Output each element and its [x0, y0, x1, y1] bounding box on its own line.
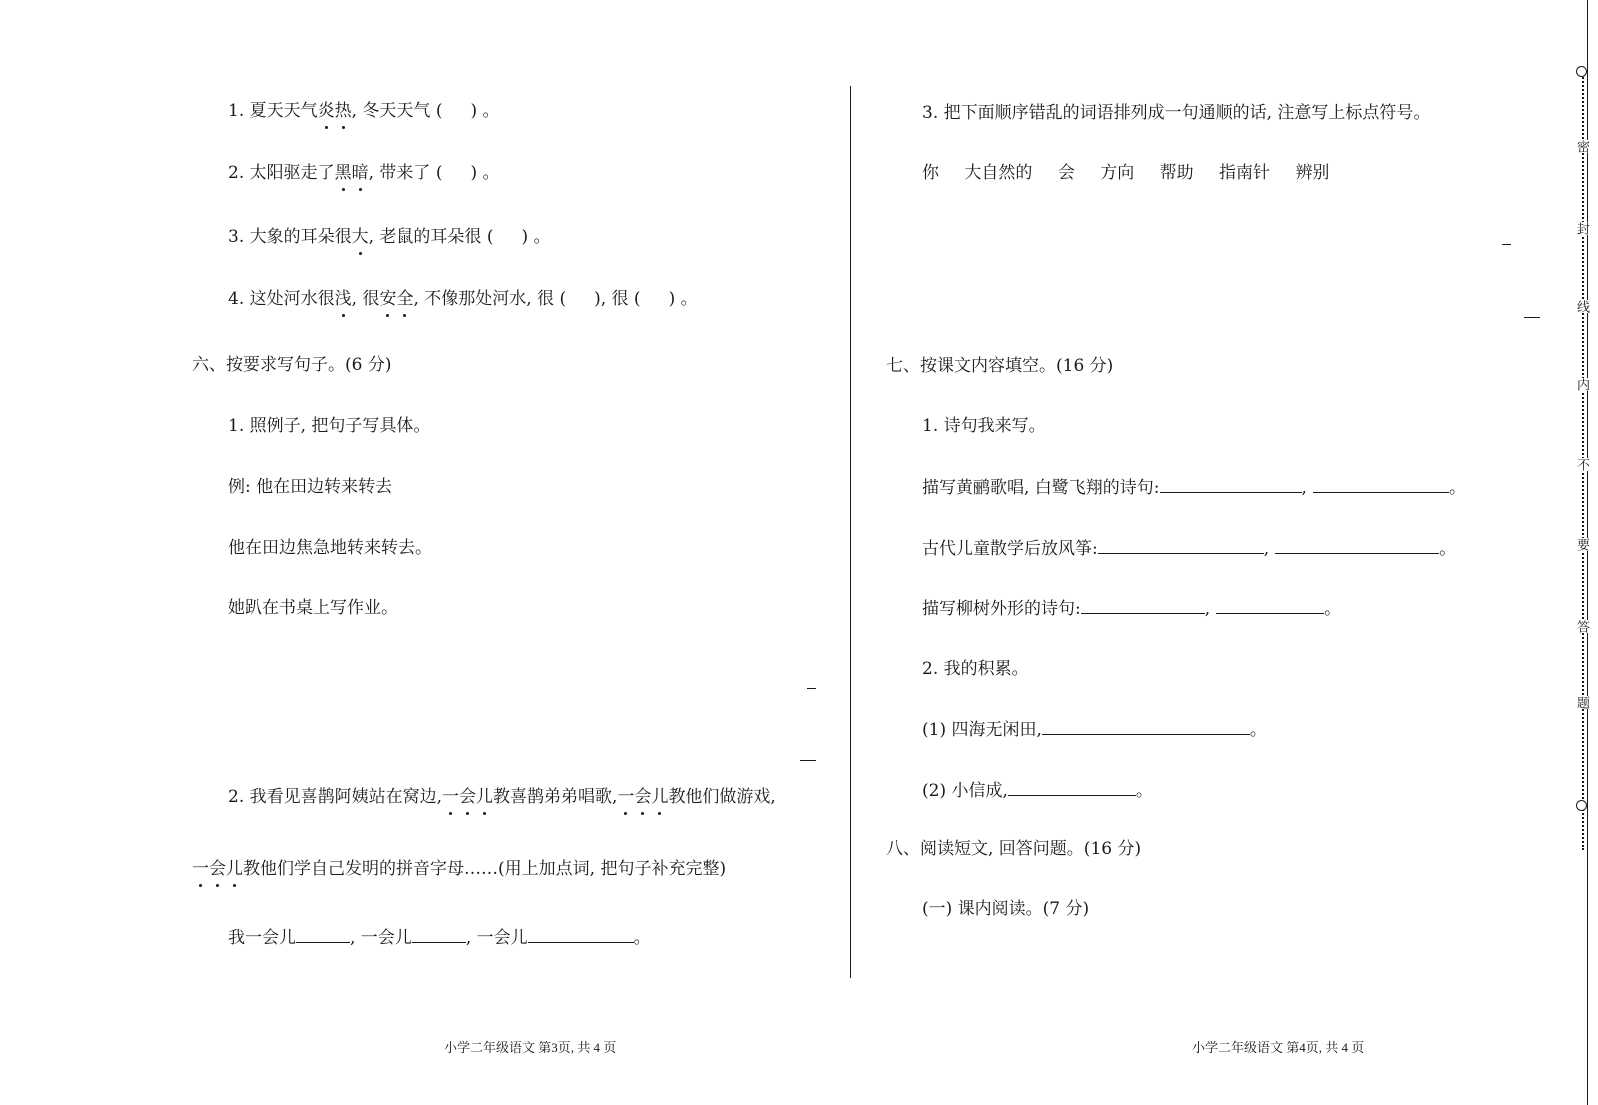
dotted-char: 炎 — [317, 101, 335, 121]
q6-example-answer: 他在田边焦急地转来转去。 — [228, 538, 432, 558]
q7-p1: (1) 四海无闲田, 。 — [922, 720, 1267, 740]
q6-sub2-line2: 一会儿教他们学自己发明的拼音字母……(用上加点词, 把句子补充完整) — [192, 859, 727, 879]
dotted-char: 全 — [396, 289, 414, 309]
fill-blank[interactable] — [1216, 597, 1324, 614]
fill-blank[interactable] — [1275, 537, 1439, 554]
binding-char: 题 — [1574, 696, 1589, 709]
binding-circle — [1576, 66, 1587, 77]
q7-p2: (2) 小信成, 。 — [922, 781, 1153, 801]
fill-blank[interactable] — [1008, 779, 1136, 796]
binding-char: 线 — [1574, 300, 1589, 313]
q5-sentence-1: 1. 夏天天气炎热, 冬天天气 ( ) 。 — [228, 101, 500, 121]
dotted-char: 儿 — [226, 859, 243, 879]
dotted-char: 儿 — [476, 787, 494, 807]
q5-sentence-4: 4. 这处河水很浅, 很安全, 不像那处河水, 很 ( ), 很 ( ) 。 — [228, 289, 698, 309]
word: 帮助 — [1159, 163, 1194, 183]
answer-line-mark — [800, 760, 816, 761]
dotted-char: 大 — [351, 227, 369, 247]
q6-task: 她趴在书桌上写作业。 — [228, 598, 398, 618]
binding-char: 答 — [1574, 620, 1589, 633]
dotted-char: 一 — [617, 787, 635, 807]
q6-example: 例: 他在田边转来转去 — [228, 477, 393, 497]
q7-line-1: 描写黄鹂歌唱, 白鹭飞翔的诗句: , 。 — [922, 478, 1466, 498]
binding-char: 不 — [1574, 458, 1589, 471]
fill-blank[interactable] — [412, 926, 466, 943]
q5-sentence-2: 2. 太阳驱走了黑暗, 带来了 ( ) 。 — [228, 163, 500, 183]
dotted-char: 会 — [634, 787, 652, 807]
binding-char: 封 — [1574, 222, 1589, 235]
word-list — [922, 162, 1349, 184]
dotted-char: 一 — [192, 859, 209, 879]
fill-blank[interactable] — [1098, 537, 1264, 554]
section-8-title: 八、阅读短文, 回答问题。(16 分) — [886, 839, 1142, 859]
fill-blank[interactable] — [1081, 597, 1205, 614]
q7-line-3: 描写柳树外形的诗句: , 。 — [922, 599, 1342, 619]
word: 方向 — [1100, 163, 1135, 183]
q7-line-2: 古代儿童散学后放风筝: , 。 — [922, 539, 1457, 559]
section-6-title: 六、按要求写句子。(6 分) — [192, 355, 392, 375]
answer-line-mark — [1502, 244, 1511, 245]
dotted-char: 浅 — [334, 289, 352, 309]
section-7-title: 七、按课文内容填空。(16 分) — [886, 356, 1114, 376]
dotted-char: 会 — [209, 859, 226, 879]
word: 你 — [922, 163, 939, 183]
q6-sub1: 1. 照例子, 把句子写具体。 — [228, 416, 431, 436]
q7-sub2: 2. 我的积累。 — [922, 659, 1029, 679]
word: 辨别 — [1295, 163, 1330, 183]
q8-sub1: (一) 课内阅读。(7 分) — [922, 899, 1090, 919]
answer-line-mark — [1524, 317, 1540, 318]
fill-blank[interactable] — [528, 926, 634, 943]
binding-char: 要 — [1574, 538, 1589, 551]
q6-fill-line: 我一会儿 , 一会儿 , 一会儿 。 — [228, 928, 651, 948]
dotted-char: 会 — [459, 787, 477, 807]
dotted-char: 热 — [334, 101, 352, 121]
dotted-char: 儿 — [651, 787, 669, 807]
q5-sentence-3: 3. 大象的耳朵很大, 老鼠的耳朵很 ( ) 。 — [228, 227, 551, 247]
footer-left: 小学二年级语文 第3页, 共 4 页 — [444, 1040, 617, 1055]
dotted-char: 黑 — [334, 163, 352, 183]
dotted-char: 暗 — [351, 163, 369, 183]
binding-edge — [1587, 0, 1588, 1105]
word: 会 — [1057, 163, 1075, 183]
q7-sub1: 1. 诗句我来写。 — [922, 416, 1046, 436]
answer-line-mark — [807, 688, 816, 689]
binding-circle — [1576, 800, 1587, 811]
fill-blank[interactable] — [1042, 718, 1250, 735]
binding-char: 密 — [1574, 140, 1589, 153]
dotted-char: 一 — [442, 787, 460, 807]
page-divider — [850, 86, 851, 978]
binding-char: 内 — [1574, 378, 1589, 391]
dotted-char: 安 — [379, 289, 397, 309]
q6-sub2-line1: 2. 我看见喜鹊阿姨站在窝边,一会儿教喜鹊弟弟唱歌,一会儿教他们做游戏, — [228, 787, 776, 807]
fill-blank[interactable] — [1313, 476, 1449, 493]
q6-sub3-title: 3. 把下面顺序错乱的词语排列成一句通顺的话, 注意写上标点符号。 — [922, 103, 1431, 123]
word: 大自然的 — [964, 163, 1033, 183]
footer-right: 小学二年级语文 第4页, 共 4 页 — [1192, 1040, 1365, 1055]
word: 指南针 — [1219, 163, 1271, 183]
fill-blank[interactable] — [296, 926, 350, 943]
fill-blank[interactable] — [1160, 476, 1302, 493]
